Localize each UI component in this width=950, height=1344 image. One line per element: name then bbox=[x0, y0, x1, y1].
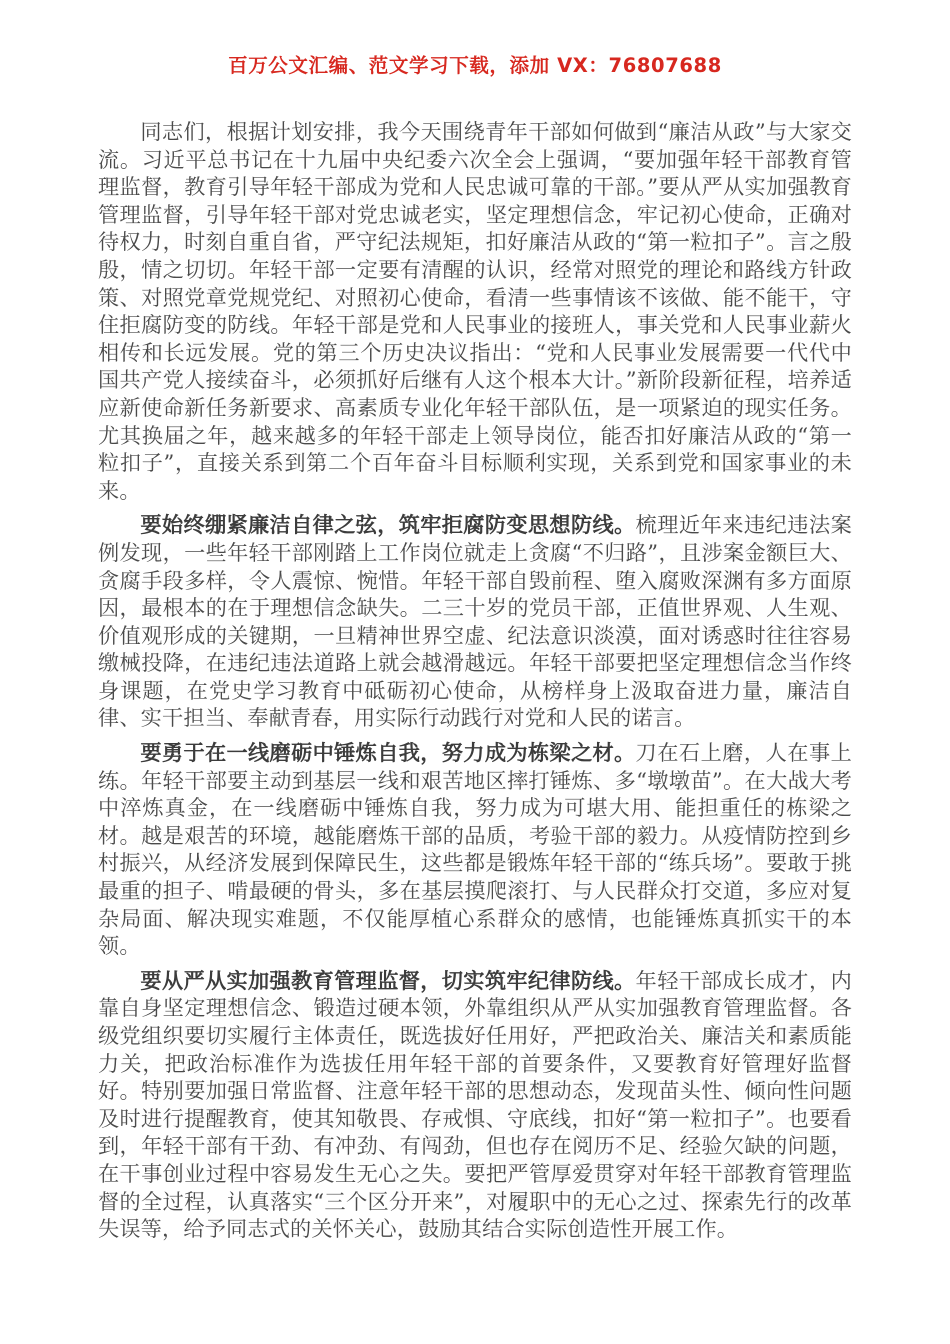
paragraph-text: 刀在石上磨，人在事上练。年轻干部要主动到基层一线和艰苦地区摔打锤炼、多“墩墩苗”。在大战大考中淬炼真金，在一线磨砺中锤炼自我，努力成为可堪大用、能担重任的栋梁之材。越是艰苦的环境，越能磨炼干部的品质，考验干部的毅力。从疫情防控到乡村振兴，从经济发展到保障民生，这些都是锻炼年轻干部的“练兵场”。要敢于挑最重的担子、啃最硬的骨头，多在基层摸爬滚打、与人民群众打交道，多应对复杂局面、解决现实难题，不仅能厚植心系群众的感情，也能锤炼真抓实干的本领。 bbox=[98, 740, 852, 959]
paragraph-lead: 要勇于在一线磨砺中锤炼自我，努力成为栋梁之材。 bbox=[140, 740, 636, 766]
document-body bbox=[98, 118, 852, 1243]
paragraph-section-2 bbox=[98, 739, 852, 960]
paragraph-lead: 要始终绷紧廉洁自律之弦，筑牢拒腐防变思想防线。 bbox=[140, 512, 636, 538]
paragraph-intro bbox=[98, 118, 852, 504]
paragraph-lead: 要从严从实加强教育管理监督，切实筑牢纪律防线。 bbox=[140, 967, 636, 993]
paragraph-text: 同志们，根据计划安排，我今天围绕青年干部如何做到“廉洁从政”与大家交流。习近平总书记在十九届中央纪委六次全会上强调，“要加强年轻干部教育管理监督，教育引导年轻干部成为党和人民忠诚可靠的干部。”要从严从实加强教育管理监督，引导年轻干部对党忠诚老实，坚定理想信念，牢记初心使命，正确对待权力，时刻自重自省，严守纪法规矩，扣好廉洁从政的“第一粒扣子”。言之殷殷，情之切切。年轻干部一定要有清醒的认识，经常对照党的理论和路线方针政策、对照党章党规党纪、对照初心使命，看清一些事情该不该做、能不能干，守住拒腐防变的防线。年轻干部是党和人民事业的接班人，事关党和人民事业薪火相传和长远发展。党的第三个历史决议指出：“党和人民事业发展需要一代代中国共产党人接续奋斗，必须抓好后继有人这个根本大计。”新阶段新征程，培养适应新使命新任务新要求、高素质专业化年轻干部队伍，是一项紧迫的现实任务。尤其换届之年，越来越多的年轻干部走上领导岗位，能否扣好廉洁从政的“第一粒扣子”，直接关系到第二个百年奋斗目标顺利实现，关系到党和国家事业的未来。 bbox=[98, 119, 852, 503]
promo-banner-text: 百万公文汇编、范文学习下载，添加 VX：76807688 bbox=[228, 54, 722, 77]
promo-banner bbox=[0, 56, 950, 76]
paragraph-text: 年轻干部成长成才，内靠自身坚定理想信念、锻造过硬本领，外靠组织从严从实加强教育管理监督。各级党组织要切实履行主体责任，既选拔好任用好，严把政治关、廉洁关和素质能力关，把政治标准作为选拔任用年轻干部的首要条件，又要教育好管理好监督好。特别要加强日常监督、注意年轻干部的思想动态，发现苗头性、倾向性问题及时进行提醒教育，使其知敬畏、存戒惧、守底线，扣好“第一粒扣子”。也要看到，年轻干部有干劲、有冲劲、有闯劲，但也存在阅历不足、经验欠缺的问题，在干事创业过程中容易发生无心之失。要把严管厚爱贯穿对年轻干部教育管理监督的全过程，认真落实“三个区分开来”，对履职中的无心之过、探索先行的改革失误等，给予同志式的关怀关心，鼓励其结合实际创造性开展工作。 bbox=[98, 967, 852, 1242]
paragraph-text: 梳理近年来违纪违法案例发现，一些年轻干部刚踏上工作岗位就走上贪腐“不归路”，且涉案金额巨大、贪腐手段多样，令人震惊、惋惜。年轻干部自毁前程、堕入腐败深渊有多方面原因，最根本的在于理想信念缺失。二三十岁的党员干部，正值世界观、人生观、价值观形成的关键期，一旦精神世界空虚、纪法意识淡漠，面对诱惑时往往容易缴械投降，在违纪违法道路上就会越滑越远。年轻干部要把坚定理想信念当作终身课题，在党史学习教育中砥砺初心使命，从榜样身上汲取奋进力量，廉洁自律、实干担当、奉献青春，用实际行动践行对党和人民的诺言。 bbox=[98, 512, 852, 731]
paragraph-section-1 bbox=[98, 511, 852, 732]
paragraph-section-3 bbox=[98, 967, 852, 1243]
